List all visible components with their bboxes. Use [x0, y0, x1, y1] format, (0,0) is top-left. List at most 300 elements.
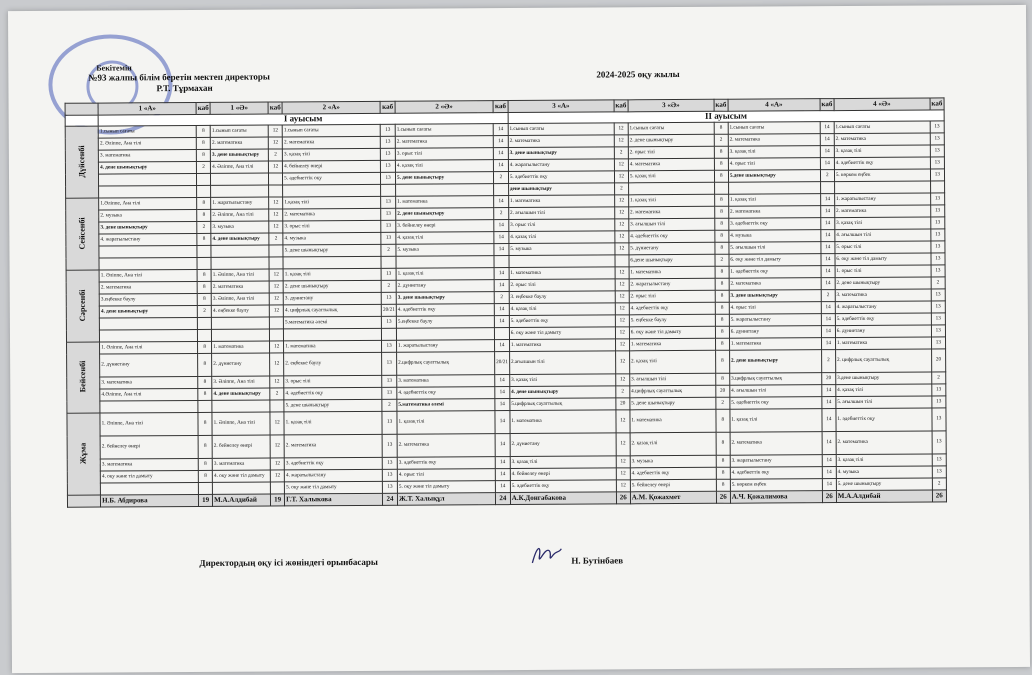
room-cell — [270, 400, 284, 412]
room-header: каб — [268, 102, 282, 114]
room-cell: 20 — [716, 385, 730, 397]
subject-cell — [100, 400, 198, 413]
room-cell: 14 — [821, 254, 835, 266]
schedule-sheet — [8, 5, 1030, 673]
subject-cell: 2. қазақ тілі — [629, 350, 715, 374]
teacher-hours: 24 — [495, 493, 510, 505]
subject-cell: 5. әдебиеттік оқу — [283, 172, 381, 185]
room-cell: 13 — [931, 265, 945, 277]
room-cell: 13 — [931, 229, 945, 241]
room-cell: 13 — [932, 384, 946, 396]
subject-cell — [396, 184, 494, 197]
subject-cell — [283, 256, 381, 269]
room-cell: 20 — [822, 373, 836, 385]
subject-cell: 3. математика — [212, 458, 270, 470]
subject-cell: 5. оқу және тіл дамыту — [285, 481, 383, 494]
room-cell: 14 — [820, 146, 834, 158]
subject-cell — [728, 182, 820, 195]
subject-cell — [99, 185, 197, 198]
subject-cell: 3. математика — [397, 375, 495, 388]
subject-cell: 1. математика — [629, 266, 715, 279]
class-header: 1 «А» — [98, 102, 196, 115]
subject-cell: 1.сынып сағаты — [508, 123, 614, 136]
subject-cell: 3. қазақ тілі — [510, 456, 616, 469]
subject-cell: 3. қазақ тілі — [510, 374, 616, 387]
room-cell: 14 — [821, 302, 835, 314]
subject-cell: 4. оқу және тіл дамыту — [212, 470, 270, 482]
subject-cell: 5. дүниетану — [629, 242, 715, 255]
subject-cell: 3. жаратылыстану — [730, 455, 822, 468]
subject-cell: 1. әдебиеттік оқу — [836, 408, 932, 432]
subject-cell: 2. математика — [395, 136, 493, 149]
room-cell: 14 — [495, 375, 510, 387]
subject-cell: 3. орыс тілі — [509, 219, 615, 232]
director-title: №93 жалпы білім беретін мектеп директоры — [88, 71, 270, 83]
deputy-name: Н. Бутінбаев — [571, 555, 624, 566]
subject-cell — [509, 255, 615, 268]
director-name: Р.Т. Тұрмахан — [156, 82, 213, 94]
subject-cell: 4. музыка — [283, 232, 381, 245]
room-cell: 12 — [616, 480, 630, 492]
class-header: 4 «А» — [728, 99, 820, 112]
room-cell: 12 — [270, 353, 284, 376]
subject-cell: 2. математика — [834, 133, 930, 146]
subject-cell: 2. дене шынықтыру — [628, 134, 714, 147]
room-cell: 8 — [197, 197, 211, 209]
room-cell: 14 — [822, 479, 836, 491]
room-cell: 12 — [616, 410, 630, 433]
subject-cell: 2. бейнелеу өнері — [100, 435, 198, 459]
subject-cell: 5. көркем еңбек — [730, 479, 822, 492]
room-cell: 2 — [270, 388, 284, 400]
teacher-name: А.К.Донгабакова — [510, 492, 616, 505]
subject-cell: 2. дүниетану — [212, 353, 270, 376]
subject-cell: 1. қазақ тілі — [397, 411, 495, 435]
subject-cell: 4. цифрлық сауаттылық — [283, 304, 381, 317]
subject-cell: 6. оқу және тіл дамыту — [509, 327, 615, 340]
room-cell: 8 — [196, 137, 210, 149]
room-cell: 8 — [715, 350, 729, 373]
day-name: Дүйсенбі — [77, 145, 87, 178]
subject-cell: 3. дене шынықтыру — [396, 292, 494, 305]
room-cell — [714, 182, 728, 194]
subject-cell: 2. математика — [728, 134, 820, 147]
room-cell: 8 — [714, 122, 728, 134]
subject-cell: 4. әдебиеттік оқу — [284, 387, 382, 400]
room-cell: 8 — [716, 409, 730, 432]
room-cell — [269, 173, 283, 185]
room-cell: 13 — [931, 205, 945, 217]
subject-cell: 2. математика — [730, 432, 822, 456]
room-cell: 13 — [931, 337, 945, 349]
room-cell: 8 — [715, 218, 729, 230]
room-cell: 13 — [931, 241, 945, 253]
room-cell: 12 — [614, 159, 628, 171]
subject-cell: 1.сынып сағаты — [210, 125, 268, 137]
room-cell: 2 — [197, 161, 211, 173]
room-cell: 14 — [494, 304, 509, 316]
subject-cell: 5.математика әлемі — [397, 399, 495, 412]
room-cell: 2 — [821, 290, 835, 302]
subject-cell: 2. математика — [282, 136, 380, 149]
subject-cell: 4. әдебиеттік оқу — [834, 157, 930, 170]
subject-cell: 3. әдебиеттік оқу — [729, 218, 821, 231]
room-cell: 12 — [615, 219, 629, 231]
subject-cell: 2. орыс тілі — [509, 279, 615, 292]
day-name: Бейсенбі — [78, 360, 88, 393]
room-cell: 2 — [932, 372, 946, 384]
subject-cell: 2. дүниетану — [510, 433, 616, 457]
room-cell — [269, 245, 283, 257]
room-header: каб — [614, 100, 628, 112]
room-cell: 14 — [495, 434, 510, 457]
subject-cell: 6. оқу және тіл дамыту — [729, 254, 821, 267]
subject-cell: 3. математика — [835, 289, 931, 302]
subject-cell: 2. математика — [629, 206, 715, 219]
room-cell: 13 — [380, 136, 395, 148]
room-cell: 12 — [269, 293, 283, 305]
subject-cell: 3.еңбекке баулу — [99, 293, 197, 306]
room-cell: 8 — [716, 373, 730, 385]
subject-cell: 1. жаратылыстану — [211, 197, 269, 209]
subject-cell: 6. дүниетану — [835, 325, 931, 338]
room-cell: 8 — [198, 458, 212, 470]
room-cell: 13 — [381, 196, 396, 208]
subject-cell: 1. жаратылыстану — [834, 193, 930, 206]
class-header: 3 «А» — [508, 100, 614, 113]
room-cell: 2 — [820, 170, 834, 182]
subject-cell: 2. дене шынықтыру — [835, 277, 931, 290]
room-cell: 14 — [821, 278, 835, 290]
subject-cell — [100, 329, 198, 342]
subject-cell: 6. оқу және тіл дамыту — [835, 253, 931, 266]
room-cell: 2 — [821, 350, 835, 373]
subject-cell: 4. қазақ тілі — [836, 384, 932, 397]
subject-cell: 1. әдебиеттік оқу — [729, 266, 821, 279]
room-cell: 12 — [615, 231, 629, 243]
room-cell — [381, 184, 396, 196]
subject-cell: 2. орыс тілі — [629, 290, 715, 303]
subject-cell: 3. дене шынықтыру — [508, 147, 614, 160]
subject-cell: 3. орыс тілі — [283, 220, 381, 233]
subject-cell: 1. математика — [835, 337, 931, 350]
room-cell — [271, 482, 285, 494]
subject-cell: 5.еңбекке баулу — [396, 316, 494, 329]
room-cell: 12 — [269, 305, 283, 317]
subject-cell: 4.Әліппе, Ана тілі — [100, 388, 198, 401]
room-cell: 13 — [932, 431, 946, 454]
room-header: каб — [380, 101, 395, 113]
room-cell: 13 — [382, 387, 397, 399]
subject-cell: 4. Әліппе, Ана тілі — [211, 161, 269, 173]
subject-cell: 1. Әліппе, Ана тілі — [100, 341, 198, 354]
teacher-hours: 26 — [932, 490, 946, 502]
room-cell: 8 — [715, 338, 729, 350]
room-cell: 13 — [382, 375, 397, 387]
subject-cell: 4. әдебиеттік оқу — [630, 467, 716, 480]
subject-cell — [284, 328, 382, 341]
subject-cell: 4. қазақ тілі — [509, 303, 615, 316]
room-cell: 2 — [614, 183, 628, 195]
room-cell: 13 — [381, 292, 396, 304]
room-cell: 13 — [381, 208, 396, 220]
room-cell: 8 — [715, 206, 729, 218]
subject-cell: 1. математика — [509, 339, 615, 352]
subject-cell — [211, 185, 269, 197]
room-cell: 14 — [822, 409, 836, 432]
subject-cell: 4. музыка — [836, 466, 932, 479]
room-cell: 14 — [494, 220, 509, 232]
subject-cell: 4. оқу және тіл дамыту — [100, 470, 198, 483]
room-cell: 14 — [494, 316, 509, 328]
subject-cell: 5. көркем еңбек — [834, 169, 930, 182]
room-cell: 12 — [269, 269, 283, 281]
subject-cell: 4. дене шынықтыру — [211, 233, 269, 245]
room-cell: 20 — [616, 398, 630, 410]
room-cell: 2 — [932, 478, 946, 490]
room-header: каб — [820, 99, 834, 111]
teacher-corner — [67, 495, 100, 507]
subject-cell: 3. қазақ тілі — [282, 148, 380, 161]
class-header: 2 «А» — [282, 101, 380, 114]
subject-cell: 1. жаратылыстану — [396, 340, 494, 353]
teacher-hours: 19 — [271, 494, 285, 506]
room-cell: 13 — [930, 169, 944, 181]
teacher-name: Г.Т. Халыкова — [285, 493, 383, 506]
room-cell: 14 — [821, 230, 835, 242]
room-cell: 8 — [715, 242, 729, 254]
subject-cell: 5. дене шынықтыру — [836, 478, 932, 491]
subject-cell: 2. қазақ тілі — [630, 432, 716, 456]
subject-cell: 4. әдебиеттік оқу — [730, 467, 822, 480]
subject-cell: 4. әдебиеттік оқу — [629, 302, 715, 315]
room-cell: 13 — [381, 268, 396, 280]
subject-cell — [628, 182, 714, 195]
room-cell: 14 — [494, 280, 509, 292]
room-cell: 13 — [380, 124, 395, 136]
subject-cell — [211, 173, 269, 185]
room-cell: 8 — [715, 326, 729, 338]
subject-cell — [212, 317, 270, 329]
subject-cell: 3. қазақ тілі — [728, 146, 820, 159]
subject-cell: 1. математика — [630, 409, 716, 433]
room-cell: 8 — [714, 194, 728, 206]
day-name: Сейсенбі — [77, 217, 87, 250]
teacher-hours: 24 — [383, 493, 398, 505]
subject-cell: 1. қазақ тілі — [728, 194, 820, 207]
room-cell — [494, 256, 509, 268]
room-cell: 13 — [931, 253, 945, 265]
room-cell: 12 — [615, 351, 629, 374]
room-cell: 13 — [930, 193, 944, 205]
room-cell: 13 — [382, 411, 397, 434]
subject-cell: 3. әдебиеттік оқу — [284, 457, 382, 470]
room-cell: 14 — [822, 432, 836, 455]
room-cell: 12 — [614, 195, 628, 207]
subject-cell: 1. математика — [629, 338, 715, 351]
room-cell: 8 — [715, 230, 729, 242]
room-cell: 8 — [715, 302, 729, 314]
room-cell: 8 — [198, 388, 212, 400]
room-cell: 13 — [380, 148, 395, 160]
subject-cell — [99, 173, 197, 186]
room-cell — [615, 255, 629, 267]
subject-cell: 4. ағылшын тілі — [835, 229, 931, 242]
subject-cell: 6.дене шынықтыру — [629, 254, 715, 267]
room-cell: 14 — [821, 314, 835, 326]
room-cell: 13 — [382, 340, 397, 352]
room-cell: 14 — [493, 124, 508, 136]
room-cell: 14 — [822, 385, 836, 397]
room-cell: 12 — [270, 341, 284, 353]
subject-cell: 2.ағылшын тілі — [509, 351, 615, 375]
room-cell: 14 — [494, 232, 509, 244]
room-cell: 13 — [383, 481, 398, 493]
subject-cell: 3. дене шынықтыру — [729, 290, 821, 303]
room-cell: 13 — [931, 301, 945, 313]
subject-cell: 4. орыс тілі — [728, 158, 820, 171]
subject-cell: 5. еңбекке баулу — [629, 314, 715, 327]
subject-cell: 5. ағылшын тілі — [836, 396, 932, 409]
subject-cell — [100, 317, 198, 330]
room-cell: 12 — [270, 458, 284, 470]
room-cell: 2 — [616, 386, 630, 398]
room-cell — [381, 256, 396, 268]
room-header: каб — [493, 101, 508, 113]
subject-cell: 4. бейнелеу өнері — [510, 468, 616, 481]
subject-cell — [396, 328, 494, 341]
room-cell: 2 — [714, 134, 728, 146]
room-cell: 13 — [381, 232, 396, 244]
teacher-hours: 26 — [716, 491, 730, 503]
subject-cell: 1.қазақ тілі — [283, 196, 381, 209]
teacher-name: М.А.Алдибай — [836, 490, 932, 503]
subject-cell: 1.Әліппе, Ана тілі — [99, 197, 197, 210]
subject-cell: 4. дене шынықтыру — [99, 161, 197, 174]
shift-1-label: I ауысым — [98, 113, 508, 127]
room-cell — [930, 181, 944, 193]
room-cell: 12 — [615, 279, 629, 291]
room-cell: 12 — [614, 171, 628, 183]
room-cell: 13 — [930, 121, 944, 133]
subject-cell: дене шынықтыру — [508, 183, 614, 196]
room-cell: 8 — [715, 278, 729, 290]
room-cell: 12 — [269, 197, 283, 209]
room-cell: 14 — [822, 455, 836, 467]
room-cell — [382, 328, 397, 340]
subject-cell: 1.сынып сағаты — [282, 124, 380, 137]
subject-cell: 4. дене шынықтыру — [212, 388, 270, 400]
room-cell: 2 — [197, 305, 211, 317]
room-cell: 2 — [494, 292, 509, 304]
subject-cell: 1. қазақ тілі — [628, 194, 714, 207]
room-cell: 8 — [715, 314, 729, 326]
subject-cell: 2. математика — [729, 278, 821, 291]
subject-cell: 1. орыс тілі — [835, 265, 931, 278]
subject-cell: 3. ағылшын тілі — [630, 373, 716, 386]
subject-cell: 2. дене шынықтыру — [729, 350, 821, 374]
subject-cell: 2. музыка — [99, 209, 197, 222]
subject-cell: 2.цифрлық сауаттылық — [397, 352, 495, 376]
subject-cell: 2. цифрлық сауаттылық — [835, 349, 931, 373]
subject-cell: 5. дене шынықтыру — [283, 244, 381, 257]
room-cell: 12 — [270, 470, 284, 482]
room-cell: 12 — [270, 435, 284, 458]
day-label — [66, 198, 100, 270]
subject-cell: 2. орыс тілі — [628, 146, 714, 159]
room-cell: 13 — [381, 160, 396, 172]
room-cell: 13 — [381, 172, 396, 184]
subject-cell — [212, 329, 270, 341]
subject-cell: 4.цифрлық сауаттылық — [630, 385, 716, 398]
room-cell: 8 — [716, 479, 730, 491]
subject-cell: 3. орыс тілі — [395, 148, 493, 161]
room-cell: 20/21 — [495, 352, 510, 375]
signature-icon — [529, 543, 563, 569]
subject-cell: 1. Әліппе, Ана тілі — [99, 269, 197, 282]
room-cell: 2 — [197, 221, 211, 233]
subject-cell: 5. әдебиеттік оқу — [510, 480, 616, 493]
deputy-title: Директордың оқу ісі жөніндегі орынбасары — [199, 556, 378, 568]
room-cell: 2 — [494, 208, 509, 220]
subject-cell: 2. математика — [284, 434, 382, 458]
subject-cell: 1. Әліппе, Ана тілі — [211, 269, 269, 281]
room-cell: 13 — [382, 457, 397, 469]
room-cell: 13 — [382, 352, 397, 375]
subject-cell — [99, 245, 197, 258]
subject-cell: 1.сынып сағаты — [395, 124, 493, 137]
subject-cell: 1.сынып сағаты — [728, 122, 820, 135]
subject-cell: 3. Әліппе, Ана тілі — [211, 293, 269, 305]
room-cell: 14 — [821, 242, 835, 254]
room-cell: 12 — [615, 207, 629, 219]
room-cell: 13 — [931, 325, 945, 337]
subject-cell: 2. математика — [508, 135, 614, 148]
room-cell: 13 — [931, 217, 945, 229]
subject-cell: 6. дүниетану — [729, 326, 821, 339]
room-cell — [820, 182, 834, 194]
room-cell — [494, 328, 509, 340]
subject-cell: 4. ағылшын тілі — [730, 385, 822, 398]
subject-cell: 1. математика — [396, 196, 494, 209]
subject-cell: 3. еңбекке баулу — [509, 291, 615, 304]
room-cell: 13 — [930, 157, 944, 169]
room-cell: 12 — [615, 339, 629, 351]
room-cell: 14 — [821, 266, 835, 278]
room-cell: 8 — [197, 209, 211, 221]
room-cell: 14 — [494, 268, 509, 280]
subject-cell: 4. жаратылыстану — [284, 469, 382, 482]
subject-cell: 4. орыс тілі — [397, 469, 495, 482]
room-cell: 14 — [493, 148, 508, 160]
subject-cell: 3. қазақ тілі — [834, 145, 930, 158]
room-cell: 8 — [197, 281, 211, 293]
room-cell: 12 — [270, 376, 284, 388]
subject-cell: 5. музыка — [396, 244, 494, 257]
room-cell: 14 — [820, 194, 834, 206]
teacher-name: М.А.Алдибай — [213, 494, 271, 506]
room-cell: 20 — [931, 349, 945, 372]
room-cell: 14 — [494, 340, 509, 352]
subject-cell: 4. жаратылыстану — [99, 233, 197, 246]
subject-cell: 2. дүниетану — [396, 280, 494, 293]
teacher-name: А.М. Қожахмет — [630, 491, 716, 504]
subject-cell — [101, 482, 199, 495]
subject-cell: 5. қазақ тілі — [628, 170, 714, 183]
room-cell: 13 — [932, 466, 946, 478]
subject-cell: 1. қазақ тілі — [283, 268, 381, 281]
room-cell: 14 — [495, 411, 510, 434]
